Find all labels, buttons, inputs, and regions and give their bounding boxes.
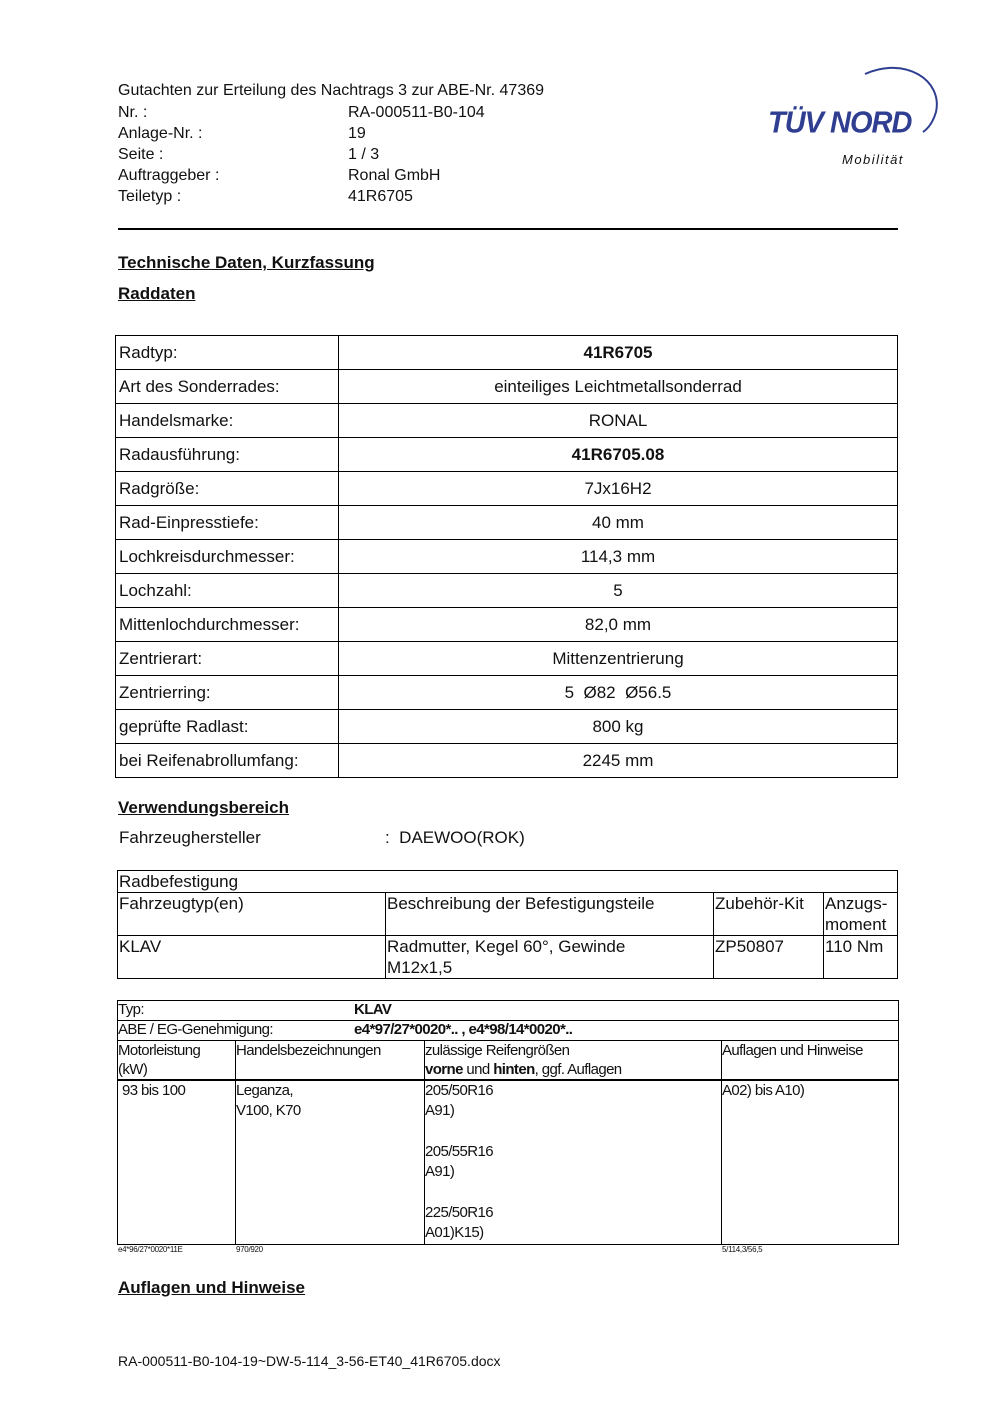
- raddaten-label: geprüfte Radlast:: [116, 710, 339, 744]
- section-heading-technische-daten: Technische Daten, Kurzfassung: [118, 253, 375, 272]
- reifen-line: 205/50R16: [425, 1082, 493, 1099]
- table-row: [116, 370, 898, 404]
- table-row: [116, 608, 898, 642]
- header-label: Anlage-Nr. :: [118, 125, 203, 142]
- raddaten-label: Lochkreisdurchmesser:: [116, 540, 339, 574]
- column-header-line: moment: [825, 915, 887, 934]
- table-row: [116, 438, 898, 472]
- raddaten-label: Art des Sonderrades:: [116, 370, 339, 404]
- document-filename: RA-000511-B0-104-19~DW-5-114_3-56-ET40_41R6705.docx: [118, 1353, 501, 1369]
- raddaten-value: RONAL: [339, 404, 898, 438]
- hinten-label: hinten: [493, 1061, 535, 1078]
- column-header: Zubehör-Kit: [714, 893, 824, 936]
- table-row: [116, 574, 898, 608]
- raddaten-label: Handelsmarke:: [116, 404, 339, 438]
- raddaten-label: Zentrierart:: [116, 642, 339, 676]
- reifen-line: A91): [425, 1163, 455, 1180]
- header-divider: [118, 228, 898, 230]
- raddaten-value: 800 kg: [339, 710, 898, 744]
- reifen-line: A91): [425, 1102, 455, 1119]
- abe-value: e4*97/27*0020*.. , e4*98/14*0020*..: [354, 1021, 573, 1038]
- vorne-label: vorne: [425, 1061, 463, 1078]
- header-row-auftraggeber: [118, 166, 440, 186]
- raddaten-label: Mittenlochdurchmesser:: [116, 608, 339, 642]
- table-footnote: e4*96/27*0020*11E: [118, 1245, 183, 1254]
- handelsbezeichnung-line: V100, K70: [236, 1102, 301, 1119]
- table-row: [116, 472, 898, 506]
- fahrzeughersteller-label: Fahrzeughersteller: [119, 828, 261, 847]
- raddaten-value: Mittenzentrierung: [339, 642, 898, 676]
- header-label: Teiletyp :: [118, 188, 182, 205]
- table-row: [118, 936, 898, 979]
- table-header-row: [118, 893, 898, 936]
- report-title: Gutachten zur Erteilung des Nachtrags 3 zur ABE-Nr. 47369: [118, 82, 545, 99]
- handelsbezeichnung-line: Leganza,: [236, 1082, 293, 1099]
- column-header: Beschreibung der Befestigungsteile: [386, 893, 714, 936]
- und-label: und: [462, 1061, 494, 1078]
- reifengroessen-header: zulässige Reifengrößen: [425, 1042, 570, 1059]
- raddaten-value: einteiliges Leichtmetallsonderrad: [339, 370, 898, 404]
- raddaten-value: 40 mm: [339, 506, 898, 540]
- section-heading-auflagen: Auflagen und Hinweise: [118, 1278, 306, 1297]
- raddaten-value: 114,3 mm: [339, 540, 898, 574]
- raddaten-table: [115, 335, 898, 778]
- auflagen-header: Auflagen und Hinweise: [722, 1042, 863, 1059]
- table-footnote: 5/114,3/56,5: [722, 1245, 763, 1254]
- header-value: RA-000511-B0-104: [348, 104, 485, 121]
- raddaten-label: Radtyp:: [116, 336, 339, 370]
- table-row: [116, 744, 898, 778]
- motorleistung-header: Motorleistung: [118, 1042, 201, 1059]
- section-heading-raddaten: Raddaten: [118, 284, 196, 303]
- raddaten-value: 2245 mm: [339, 744, 898, 778]
- raddaten-value: 5 Ø82 Ø56.5: [339, 676, 898, 710]
- typ-value: KLAV: [354, 1001, 392, 1018]
- abe-label: ABE / EG-Genehmigung:: [118, 1021, 273, 1038]
- header-label: Nr. :: [118, 104, 148, 121]
- table-row: [116, 676, 898, 710]
- table-row: [116, 506, 898, 540]
- logo-brand: TÜV NORD: [768, 106, 912, 140]
- raddaten-value: 41R6705.08: [339, 438, 898, 472]
- motorleistung-cell: 93 bis 100: [122, 1082, 186, 1099]
- table-row: [116, 336, 898, 370]
- header-row-teiletyp: [118, 187, 413, 207]
- raddaten-label: Lochzahl:: [116, 574, 339, 608]
- header-label: Auftraggeber :: [118, 167, 220, 184]
- zubehoer-kit-cell: ZP50807: [714, 936, 824, 979]
- reifen-line: 205/55R16: [425, 1143, 493, 1160]
- column-header-line: Anzugs-: [825, 894, 888, 913]
- typ-label: Typ:: [118, 1001, 144, 1018]
- reifen-line: 225/50R16: [425, 1204, 493, 1221]
- section-heading-verwendungsbereich: Verwendungsbereich: [118, 798, 289, 817]
- radbefestigung-table: [117, 870, 898, 979]
- fahrzeugtyp-cell: KLAV: [118, 936, 386, 979]
- radbefestigung-title: Radbefestigung: [118, 871, 898, 893]
- header-row-nr: [118, 103, 485, 123]
- header-value: 41R6705: [348, 188, 413, 205]
- raddaten-label: Zentrierring:: [116, 676, 339, 710]
- reifengroessen-subheader: [425, 1060, 622, 1080]
- raddaten-label: Radgröße:: [116, 472, 339, 506]
- table-rule: [235, 1040, 236, 1244]
- raddaten-value: 7Jx16H2: [339, 472, 898, 506]
- typ-genehmigung-table: [117, 1000, 897, 1244]
- header-value: Ronal GmbH: [348, 167, 441, 184]
- table-rule: [721, 1040, 722, 1244]
- motorleistung-unit: (kW): [118, 1061, 148, 1078]
- fahrzeughersteller-value: : DAEWOO(ROK): [385, 828, 525, 847]
- raddaten-label: bei Reifenabrollumfang:: [116, 744, 339, 778]
- table-footnote: 970/920: [236, 1245, 263, 1254]
- header-label: Seite :: [118, 146, 164, 163]
- logo-subtitle: Mobilität: [842, 152, 904, 167]
- raddaten-label: Rad-Einpresstiefe:: [116, 506, 339, 540]
- tuev-nord-logo: [765, 60, 945, 170]
- header-value: 19: [348, 125, 366, 142]
- raddaten-label: Radausführung:: [116, 438, 339, 472]
- table-row: [116, 540, 898, 574]
- table-row: [116, 710, 898, 744]
- table-row: [116, 642, 898, 676]
- cell-line: Radmutter, Kegel 60°, Gewinde: [387, 937, 626, 956]
- header-row-anlage: [118, 124, 366, 144]
- reifen-line: A01)K15): [425, 1224, 484, 1241]
- raddaten-value: 82,0 mm: [339, 608, 898, 642]
- anzugsmoment-cell: 110 Nm: [824, 936, 898, 979]
- raddaten-value: 41R6705: [339, 336, 898, 370]
- header-row-seite: [118, 145, 379, 165]
- beschreibung-cell: [386, 936, 714, 979]
- table-row: [118, 871, 898, 893]
- header-value: 1 / 3: [348, 146, 380, 163]
- auflagen-suffix: , ggf. Auflagen: [534, 1061, 622, 1078]
- column-header: [824, 893, 898, 936]
- handelsbezeichnungen-header: Handelsbezeichnungen: [236, 1042, 381, 1059]
- table-row: [116, 404, 898, 438]
- column-header: Fahrzeugtyp(en): [118, 893, 386, 936]
- cell-line: M12x1,5: [387, 958, 453, 977]
- auflagen-cell: A02) bis A10): [722, 1082, 805, 1099]
- raddaten-value: 5: [339, 574, 898, 608]
